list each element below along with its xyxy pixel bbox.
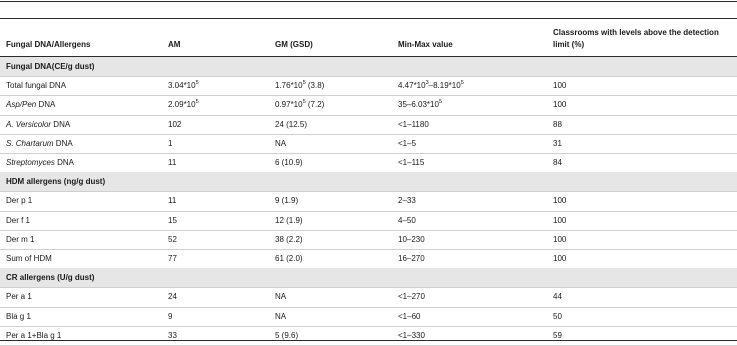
row-separator bbox=[0, 326, 737, 327]
section-title: Fungal DNA(CE/g dust) bbox=[6, 62, 95, 71]
cell-minmax: 10–230 bbox=[398, 234, 425, 244]
row-separator bbox=[0, 191, 737, 192]
cell-am: 77 bbox=[168, 254, 177, 263]
cell-gm: NA bbox=[275, 138, 287, 148]
cell-gm: 24 (12.5) bbox=[275, 119, 308, 129]
cell-gm: 6 (10.9) bbox=[275, 158, 303, 167]
section-title: CR allergens (U/g dust) bbox=[6, 273, 95, 283]
cell-name: Asp/Pen DNA bbox=[6, 100, 56, 110]
cell-name: Der p 1 bbox=[6, 196, 33, 206]
cell-pct: 31 bbox=[553, 138, 562, 148]
row-separator bbox=[0, 249, 737, 250]
cell-am: 11 bbox=[168, 158, 177, 167]
cell-minmax: $4.47*10^3-8.19*10^5$ bbox=[398, 80, 464, 91]
cell-pct: 100 bbox=[553, 254, 567, 263]
cell-name: Der m 1 bbox=[6, 234, 35, 244]
cell-gm: 61 (2.0) bbox=[275, 254, 303, 263]
section-band bbox=[0, 57, 737, 76]
cell-gm: NA bbox=[275, 292, 287, 302]
cell-name: Total fungal DNA bbox=[6, 81, 67, 91]
cell-minmax: <1–5 bbox=[398, 138, 417, 148]
header-classrooms-above-limit: Classrooms with levels above the detection limit (%) bbox=[553, 28, 719, 49]
cell-pct: 84 bbox=[553, 158, 562, 167]
cell-minmax: <1–270 bbox=[398, 292, 425, 302]
header-min-max-value: Min-Max value bbox=[398, 40, 453, 49]
cell-am: 52 bbox=[168, 234, 177, 244]
top-rule bbox=[0, 1, 737, 2]
cell-minmax: <1–330 bbox=[398, 330, 425, 340]
cell-am: 33 bbox=[168, 330, 177, 340]
row-separator bbox=[0, 153, 737, 154]
cell-am: 15 bbox=[168, 215, 177, 225]
cell-am: 1 bbox=[168, 138, 173, 148]
section-band bbox=[0, 268, 737, 287]
cell-minmax: <1–1180 bbox=[398, 119, 429, 129]
cell-gm: 12 (1.9) bbox=[275, 215, 303, 225]
cell-gm: 9 (1.9) bbox=[275, 196, 299, 206]
cell-name: Der f 1 bbox=[6, 215, 31, 225]
cell-pct: 88 bbox=[553, 119, 562, 129]
header-am: AM bbox=[168, 40, 181, 49]
row-separator bbox=[0, 211, 737, 212]
section-band bbox=[0, 172, 737, 191]
section-title: HDM allergens (ng/g dust) bbox=[6, 177, 106, 187]
cell-gm: $0.97*10^5$ (7.2) bbox=[275, 99, 325, 110]
cell-minmax: 4–50 bbox=[398, 215, 416, 225]
cell-minmax: <1–60 bbox=[398, 311, 421, 321]
row-separator bbox=[0, 287, 737, 288]
cell-name: Sum of HDM bbox=[6, 254, 52, 263]
cell-gm: 5 (9.6) bbox=[275, 330, 299, 340]
header-fungal-dna-allergens: Fungal DNA/Allergens bbox=[6, 40, 91, 49]
cell-gm: 38 (2.2) bbox=[275, 234, 303, 244]
cell-pct: 50 bbox=[553, 311, 562, 321]
cell-name: S. Chartarum DNA bbox=[6, 138, 73, 148]
cell-am: 102 bbox=[168, 119, 182, 129]
cell-name: A. Versicolor DNA bbox=[6, 119, 71, 129]
cell-minmax: <1–115 bbox=[398, 158, 425, 167]
bottom-rule bbox=[0, 340, 737, 341]
cell-pct: 100 bbox=[553, 234, 567, 244]
cell-gm: $1.76*10^5$ (3.8) bbox=[275, 80, 325, 91]
header-gm-gsd: GM (GSD) bbox=[275, 40, 313, 49]
cell-pct: 100 bbox=[553, 215, 567, 225]
cell-name: Streptomyces DNA bbox=[6, 158, 75, 167]
cell-name: Per a 1+Bla g 1 bbox=[6, 330, 62, 340]
cell-name: Per a 1 bbox=[6, 292, 32, 302]
cell-am: 24 bbox=[168, 292, 177, 302]
cell-am: $3.04*10^5$ bbox=[168, 80, 199, 91]
cell-name: Bla g 1 bbox=[6, 311, 31, 321]
cell-am: 11 bbox=[168, 196, 177, 206]
cell-gm: NA bbox=[275, 311, 287, 321]
cell-minmax: 16–270 bbox=[398, 254, 425, 263]
row-separator bbox=[0, 307, 737, 308]
header-top-rule bbox=[0, 18, 737, 19]
row-separator bbox=[0, 76, 737, 77]
cell-am: 9 bbox=[168, 311, 173, 321]
cell-minmax: $35-6.03*10^5$ bbox=[398, 99, 442, 110]
cell-am: $2.09*10^5$ bbox=[168, 99, 199, 110]
cell-minmax: 2–33 bbox=[398, 196, 416, 206]
row-separator bbox=[0, 134, 737, 135]
row-separator bbox=[0, 115, 737, 116]
cell-pct: 44 bbox=[553, 292, 562, 302]
cell-pct: 100 bbox=[553, 100, 567, 110]
row-separator bbox=[0, 230, 737, 231]
cell-pct: 100 bbox=[553, 81, 567, 91]
cell-pct: 59 bbox=[553, 330, 562, 340]
cell-pct: 100 bbox=[553, 196, 567, 206]
row-separator bbox=[0, 95, 737, 96]
